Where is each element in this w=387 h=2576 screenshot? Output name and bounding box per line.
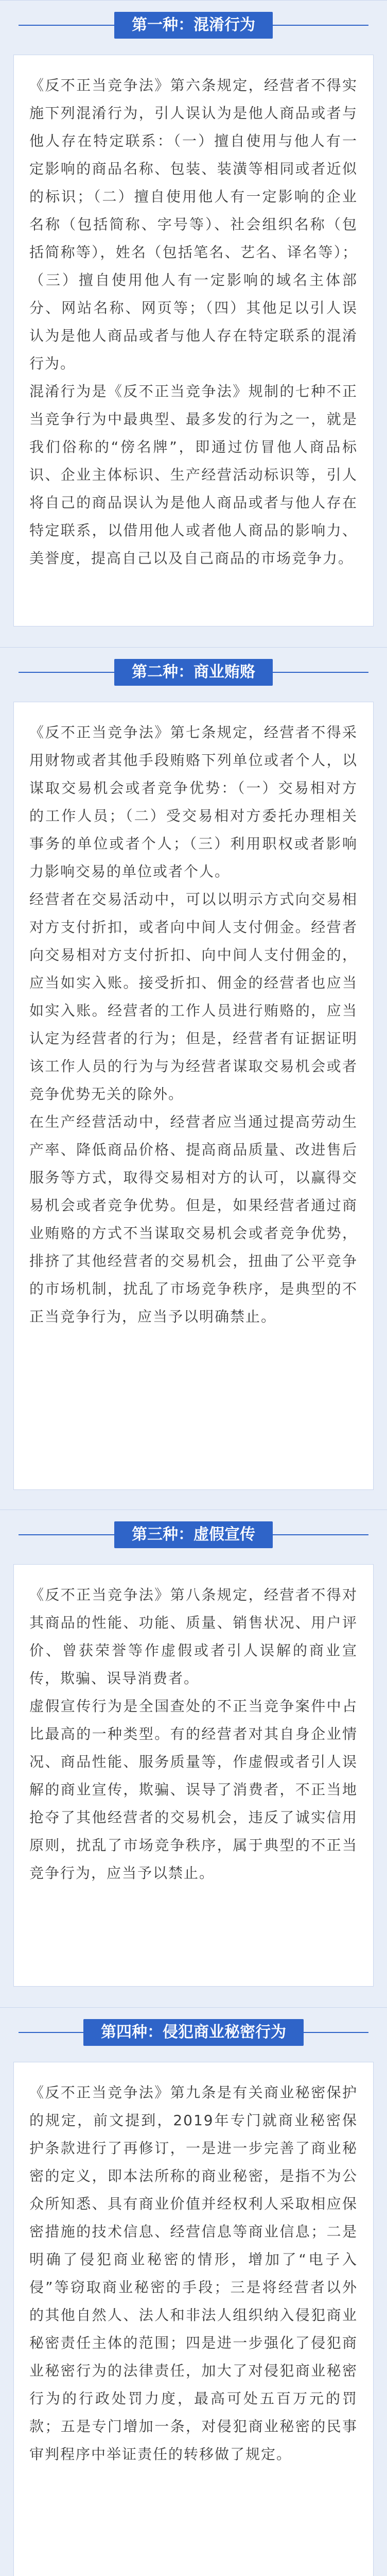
section-panel-1: [13, 55, 374, 626]
section-body-4: [0, 2057, 387, 2576]
section-body-2: [0, 697, 387, 1510]
paragraph: 混淆行为是《反不正当竞争法》规制的七种不正当竞争行为中最典型、最多发的行为之一，就是我们俗称的“傍名牌”，即通过仿冒他人商品标识、企业主体标识、生产经营活动标识等，引人将自己的商品误认为是他人商品或者与他人存在特定联系，以借用他人或者他人商品的影响力、美誉度，提高自己以及自己商品的市场竞争力。: [29, 383, 358, 567]
section-header-1: [0, 0, 387, 50]
section-panel-3: [13, 1564, 374, 1987]
section-title-4: 第四种：侵犯商业秘密行为: [83, 2019, 304, 2046]
section-panel-2: [13, 702, 374, 1490]
section-title-3: 第三种：虚假宣传: [114, 1521, 273, 1548]
section-header-4: [0, 2007, 387, 2058]
paragraph: 《反不正当竞争法》第七条规定，经营者不得采用财物或者其他手段贿赂下列单位或者个人，以谋取交易机会或者竞争优势：（一）交易相对方的工作人员；（二）受交易相对方委托办理相关事务的单位或者个人；（三）利用职权或者影响力影响交易的单位或者个人。: [29, 724, 358, 880]
paragraph: 《反不正当竞争法》第六条规定，经营者不得实施下列混淆行为，引人误认为是他人商品或者与他人存在特定联系：（一）擅自使用与他人有一定影响的商品名称、包装、装潢等相同或者近似的标识；（二）擅自使用他人有一定影响的企业名称（包括简称、字号等）、社会组织名称（包括简称等），姓名（包括笔名、艺名、译名等）；（三）擅自使用他人有一定影响的域名主体部分、网站名称、网页等；（四）其他足以引人误认为是他人商品或者与他人存在特定联系的混淆行为。: [29, 77, 358, 372]
paragraph: 《反不正当竞争法》第九条是有关商业秘密保护的规定，前文提到，2019年专门就商业秘密保护条款进行了再修订，一是进一步完善了商业秘密的定义，即本法所称的商业秘密，是指不为公众所知悉、具有商业价值并经权利人采取相应保密措施的技术信息、经营信息等商业信息；二是明确了侵犯商业秘密的情形，增加了“电子入侵”等窃取商业秘密的手段；三是将经营者以外的其他自然人、法人和非法人组织纳入侵犯商业秘密责任主体的范围；四是进一步强化了侵犯商业秘密行为的法律责任，加大了对侵犯商业秘密行为的行政处罚力度，最高可处五百万元的罚款；五是专门增加一条，对侵犯商业秘密的民事审判程序中举证责任的转移做了规定。: [29, 2084, 358, 2463]
paragraph: 《反不正当竞争法》第八条规定，经营者不得对其商品的性能、功能、质量、销售状况、用户评价、曾获荣誉等作虚假或者引人误解的商业宣传，欺骗、误导消费者。: [29, 1586, 358, 1687]
paragraph: 虚假宣传行为是全国查处的不正当竞争案件中占比最高的一种类型。有的经营者对其自身企业情况、商品性能、服务质量等，作虚假或者引人误解的商业宣传，欺骗、误导了消费者，不正当地抢夺了其他经营者的交易机会，违反了诚实信用原则，扰乱了市场竞争秩序，属于典型的不正当竞争行为，应当予以禁止。: [29, 1698, 358, 1882]
paragraph: 在生产经营活动中，经营者应当通过提高劳动生产率、降低商品价格、提高商品质量、改进售后服务等方式，取得交易相对方的认可，以赢得交易机会或者竞争优势。但是，如果经营者通过商业贿赂的方式不当谋取交易机会或者竞争优势，排挤了其他经营者的交易机会，扭曲了公平竞争的市场机制，扰乱了市场竞争秩序，是典型的不正当竞争行为，应当予以明确禁止。: [29, 1113, 358, 1325]
section-body-3: [0, 1559, 387, 2007]
paragraph: 经营者在交易活动中，可以以明示方式向交易相对方支付折扣，或者向中间人支付佣金。经营者向交易相对方支付折扣、向中间人支付佣金的，应当如实入账。接受折扣、佣金的经营者也应当如实入账。经营者的工作人员进行贿赂的，应当认定为经营者的行为；但是，经营者有证据证明该工作人员的行为与为经营者谋取交易机会或者竞争优势无关的除外。: [29, 891, 358, 1103]
section-title-1: 第一种：混淆行为: [114, 12, 273, 39]
section-title-2: 第二种：商业贿赂: [114, 659, 273, 686]
section-header-2: [0, 647, 387, 698]
section-panel-4: [13, 2062, 374, 2576]
section-body-1: [0, 49, 387, 647]
section-header-3: [0, 1510, 387, 1560]
